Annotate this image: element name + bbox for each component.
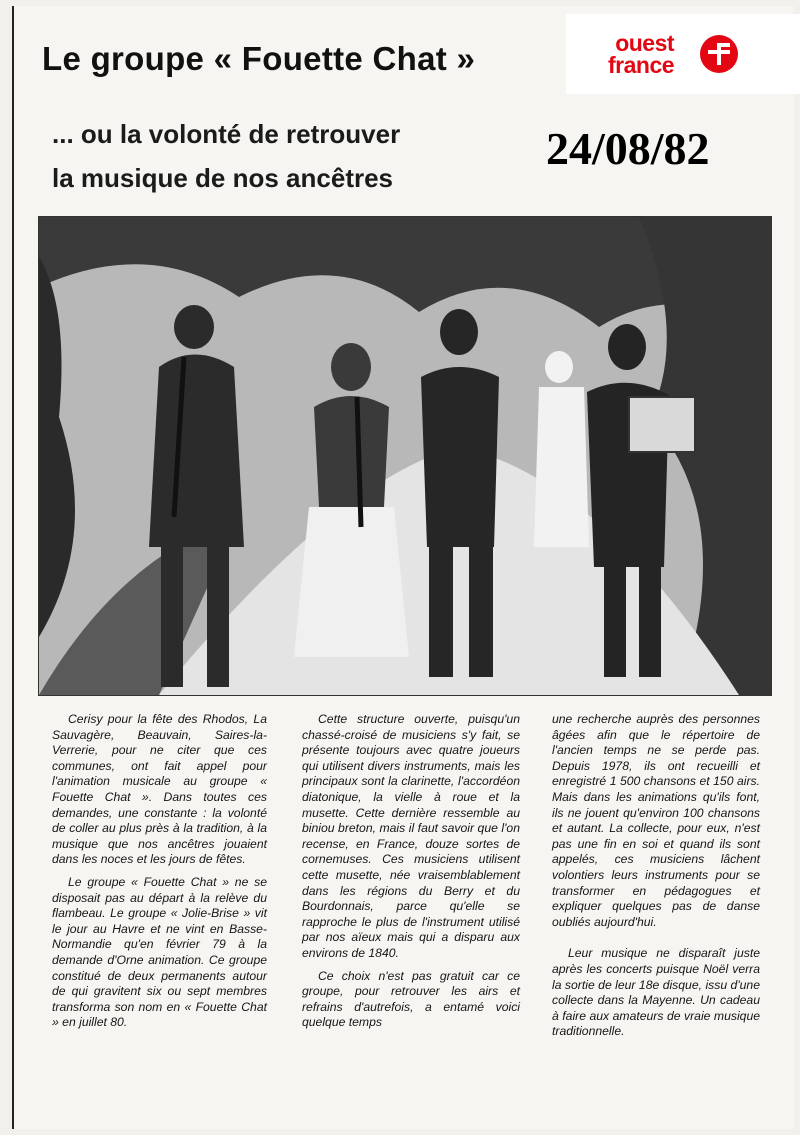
article-photo (38, 216, 772, 696)
paragraph: Ce choix n'est pas gratuit car ce groupe, pour retrouver les airs et refrains d'autrefois, a entamé voici quelque temps (302, 968, 520, 1030)
subhead-line-2: la musique de nos ancêtres (52, 163, 394, 193)
logo-line-1: ouest (615, 30, 675, 56)
paragraph: Cerisy pour la fête des Rhodos, La Sauvagère, Beauvain, Saires-la-Verrerie, pour ne citer que ces communes, ont fait appel pour l'animation musicale au groupe « Fouette Chat ». Dans toutes ces demandes, une constante : la volonté de coller au plus près à la tradition, à la musique que nos ancêtres jouaient dans les noces et les jours de fêtes. (52, 712, 267, 867)
logo-emblem-icon (699, 34, 739, 74)
ouest-france-logo (566, 14, 800, 94)
article-column-2 (302, 712, 520, 1031)
article-column-3 (552, 712, 760, 1040)
paragraph: Leur musique ne disparaît juste après les concerts puisque Noël verra la sortie de leur 18e disque, issu d'une collecte dans la Mayenne. Un cadeau à faire aux amateurs de vraie musique traditionnelle. (552, 946, 760, 1039)
musicians-photo-illustration (39, 217, 771, 695)
article-body (52, 712, 758, 1122)
logo-line-2: france (608, 52, 675, 78)
paragraph: Le groupe « Fouette Chat » ne se disposait pas au départ à la relève du flambeau. Le groupe « Jolie-Brise » vit le jour au Havre et ne vint en Basse-Normandie qu'en février 79 à la demande d'Orne animation. Ce groupe constitué de deux permanents autour de qui gravitent six ou sept membres transforma son nom en « Fouette Chat » en juillet 80. (52, 874, 267, 1030)
article-subhead (52, 112, 400, 200)
article-column-1 (52, 712, 267, 1031)
article-headline: Le groupe « Fouette Chat » (42, 40, 476, 77)
paragraph: Cette structure ouverte, puisqu'un chassé-croisé de musiciens s'y fait, se présente toujours avec quatre joueurs qui utilisent divers instruments, mais les principaux sont la clarinette, l'accordéon diatonique, la vielle à roue et la musette. Cette dernière ressemble au biniou breton, mais il faut savoir que l'on recense, en France, douze sortes de cornemuses. Ces musiciens utilisent cette musette, née vraisemblablement dans les régions du Berry et du Bourdonnais, parce qu'elle se rapproche le plus de l'instrument utilisé par nos aïeux mais qui a disparu aux environs de 1840. (302, 712, 520, 960)
article-date: 24/08/82 (546, 123, 710, 174)
logo-wordmark (608, 32, 674, 76)
subhead-line-1: ... ou la volonté de retrouver (52, 119, 401, 149)
paragraph: une recherche auprès des personnes âgées afin que le répertoire de l'ancien temps ne se perde pas. Depuis 1978, ils ont recueilli et enregistré 1 500 chansons et 150 airs. Mais dans les animations qu'ils font, ils ne jouent qu'environ 100 chansons et autant. La collecte, pour eux, n'est pas une fin en soi et quand ils sont appelés, ces musiciens lâchent volontiers leurs instruments pour se transformer en pédagogues et expliquer quelques pas de danse oubliés aujourd'hui. (552, 712, 760, 929)
